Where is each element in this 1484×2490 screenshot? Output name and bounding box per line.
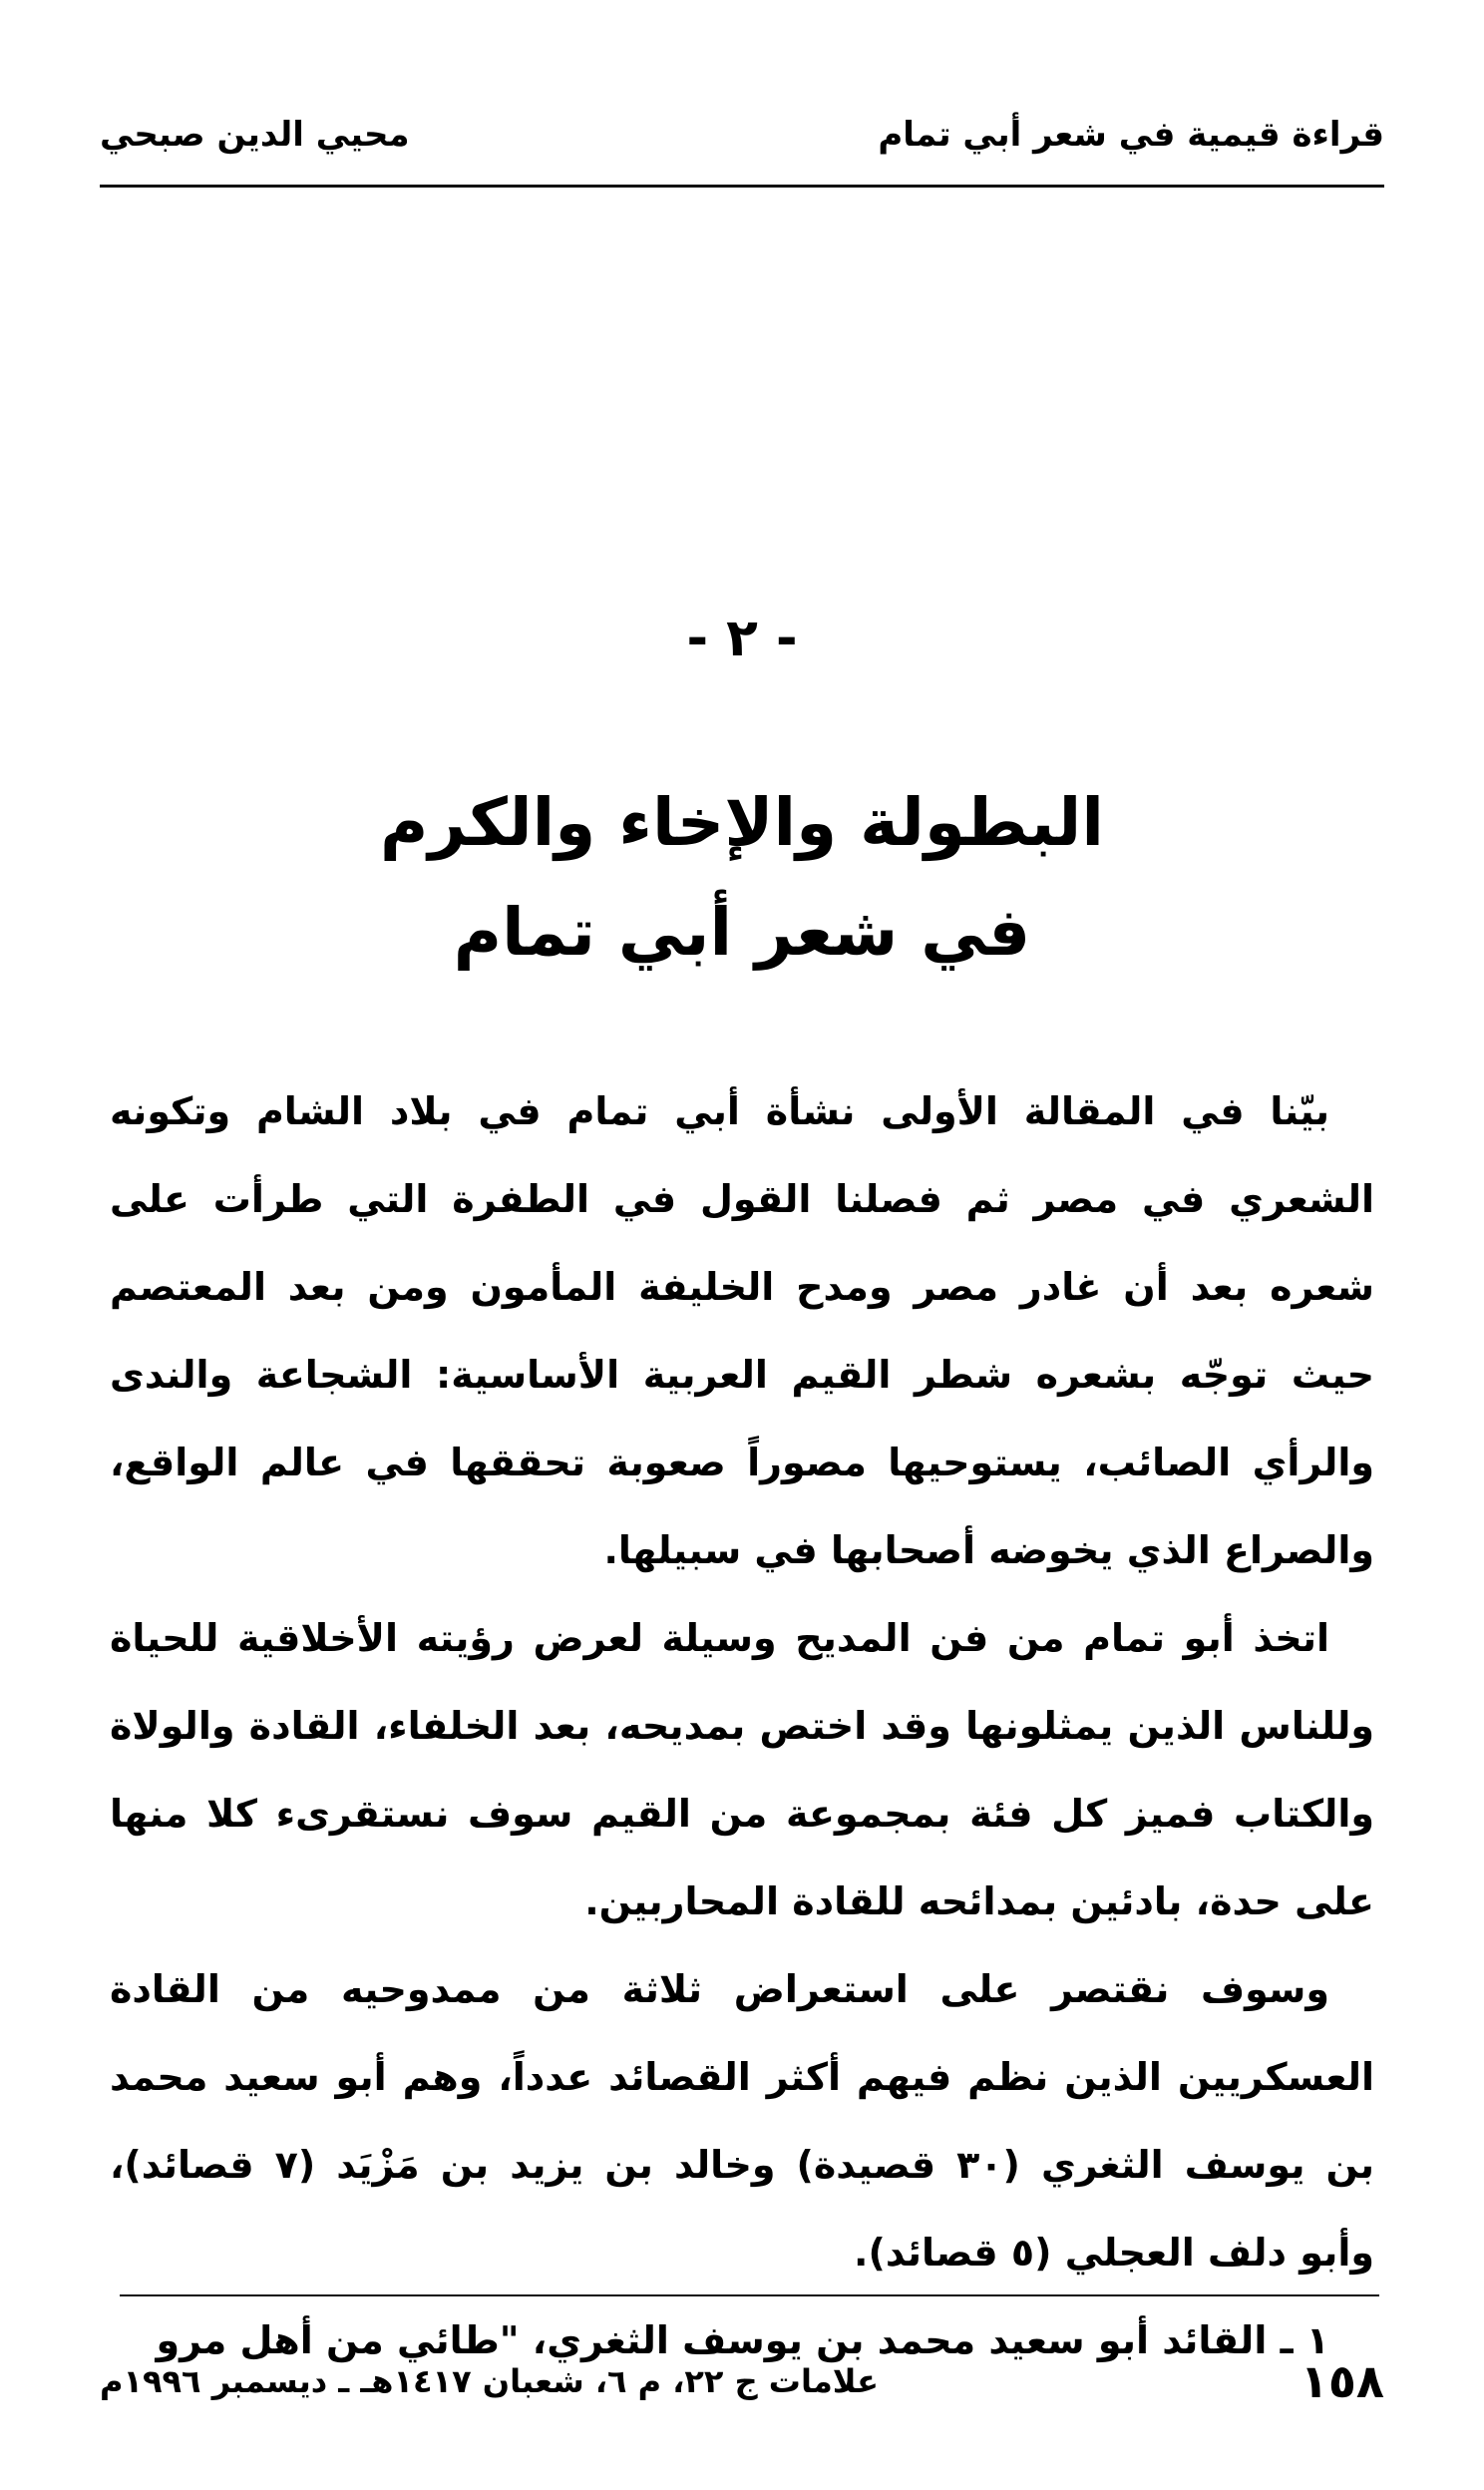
running-header (100, 115, 1384, 188)
footer-divider (120, 2294, 1379, 2296)
paragraph-1: بيّنا في المقالة الأولى نشأة أبي تمام في بلاد الشام وتكونه الشعري في مصر ثم فصلنا القول في الطفرة التي طرأت على شعره بعد أن غادر مصر ومدح الخليفة المأمون ومن بعد المعتصم حيث توجّه بشعره شطر القيم العربية الأساسية: الشجاعة والندى والرأي الصائب، يستوحيها مصوراً صعوبة تحققها في عالم الواقع، والصراع الذي يخوضه أصحابها في سبيلها. (110, 1089, 1374, 1572)
section-number: - ٢ - (686, 609, 798, 668)
paragraph-4: ١ ـ القائد أبو سعيد محمد بن يوسف الثغري، "طائي من أهل مرو (156, 2318, 1329, 2362)
author-name-header: محيي الدين صبحي (100, 115, 410, 155)
paragraph-3: وسوف نقتصر على استعراض ثلاثة من ممدوحيه من القادة العسكريين الذين نظم فيهم أكثر القصائد عدداً، وهم أبو سعيد محمد بن يوسف الثغري (٣٠ قصيدة) وخالد بن يزيد بن مَزْيَد (٧ قصائد)، وأبو دلف العجلي (٥ قصائد). (110, 1967, 1374, 2275)
article-title-header: قراءة قيمية في شعر أبي تمام (878, 115, 1384, 155)
section-title-line-2: في شعر أبي تمام (453, 894, 1031, 971)
section-title-line-1: البطولة والإخاء والكرم (380, 784, 1104, 861)
body-text (110, 1067, 1374, 2384)
page-number: ١٥٨ (1299, 2354, 1384, 2408)
page-footer (100, 2354, 1384, 2408)
paragraph-2: اتخذ أبو تمام من فن المديح وسيلة لعرض رؤيته الأخلاقية للحياة وللناس الذين يمثلونها وقد اختص بمديحه، بعد الخلفاء، القادة والولاة والكتاب فميز كل فئة بمجموعة من القيم سوف نستقرىء كلا منها على حدة، بادئين بمدائحه للقادة المحاربين. (110, 1616, 1374, 1923)
journal-citation: علامات ج ٢٢، م ٦، شعبان ١٤١٧هـ ـ ديسمبر ١٩٩٦م (100, 2362, 879, 2400)
